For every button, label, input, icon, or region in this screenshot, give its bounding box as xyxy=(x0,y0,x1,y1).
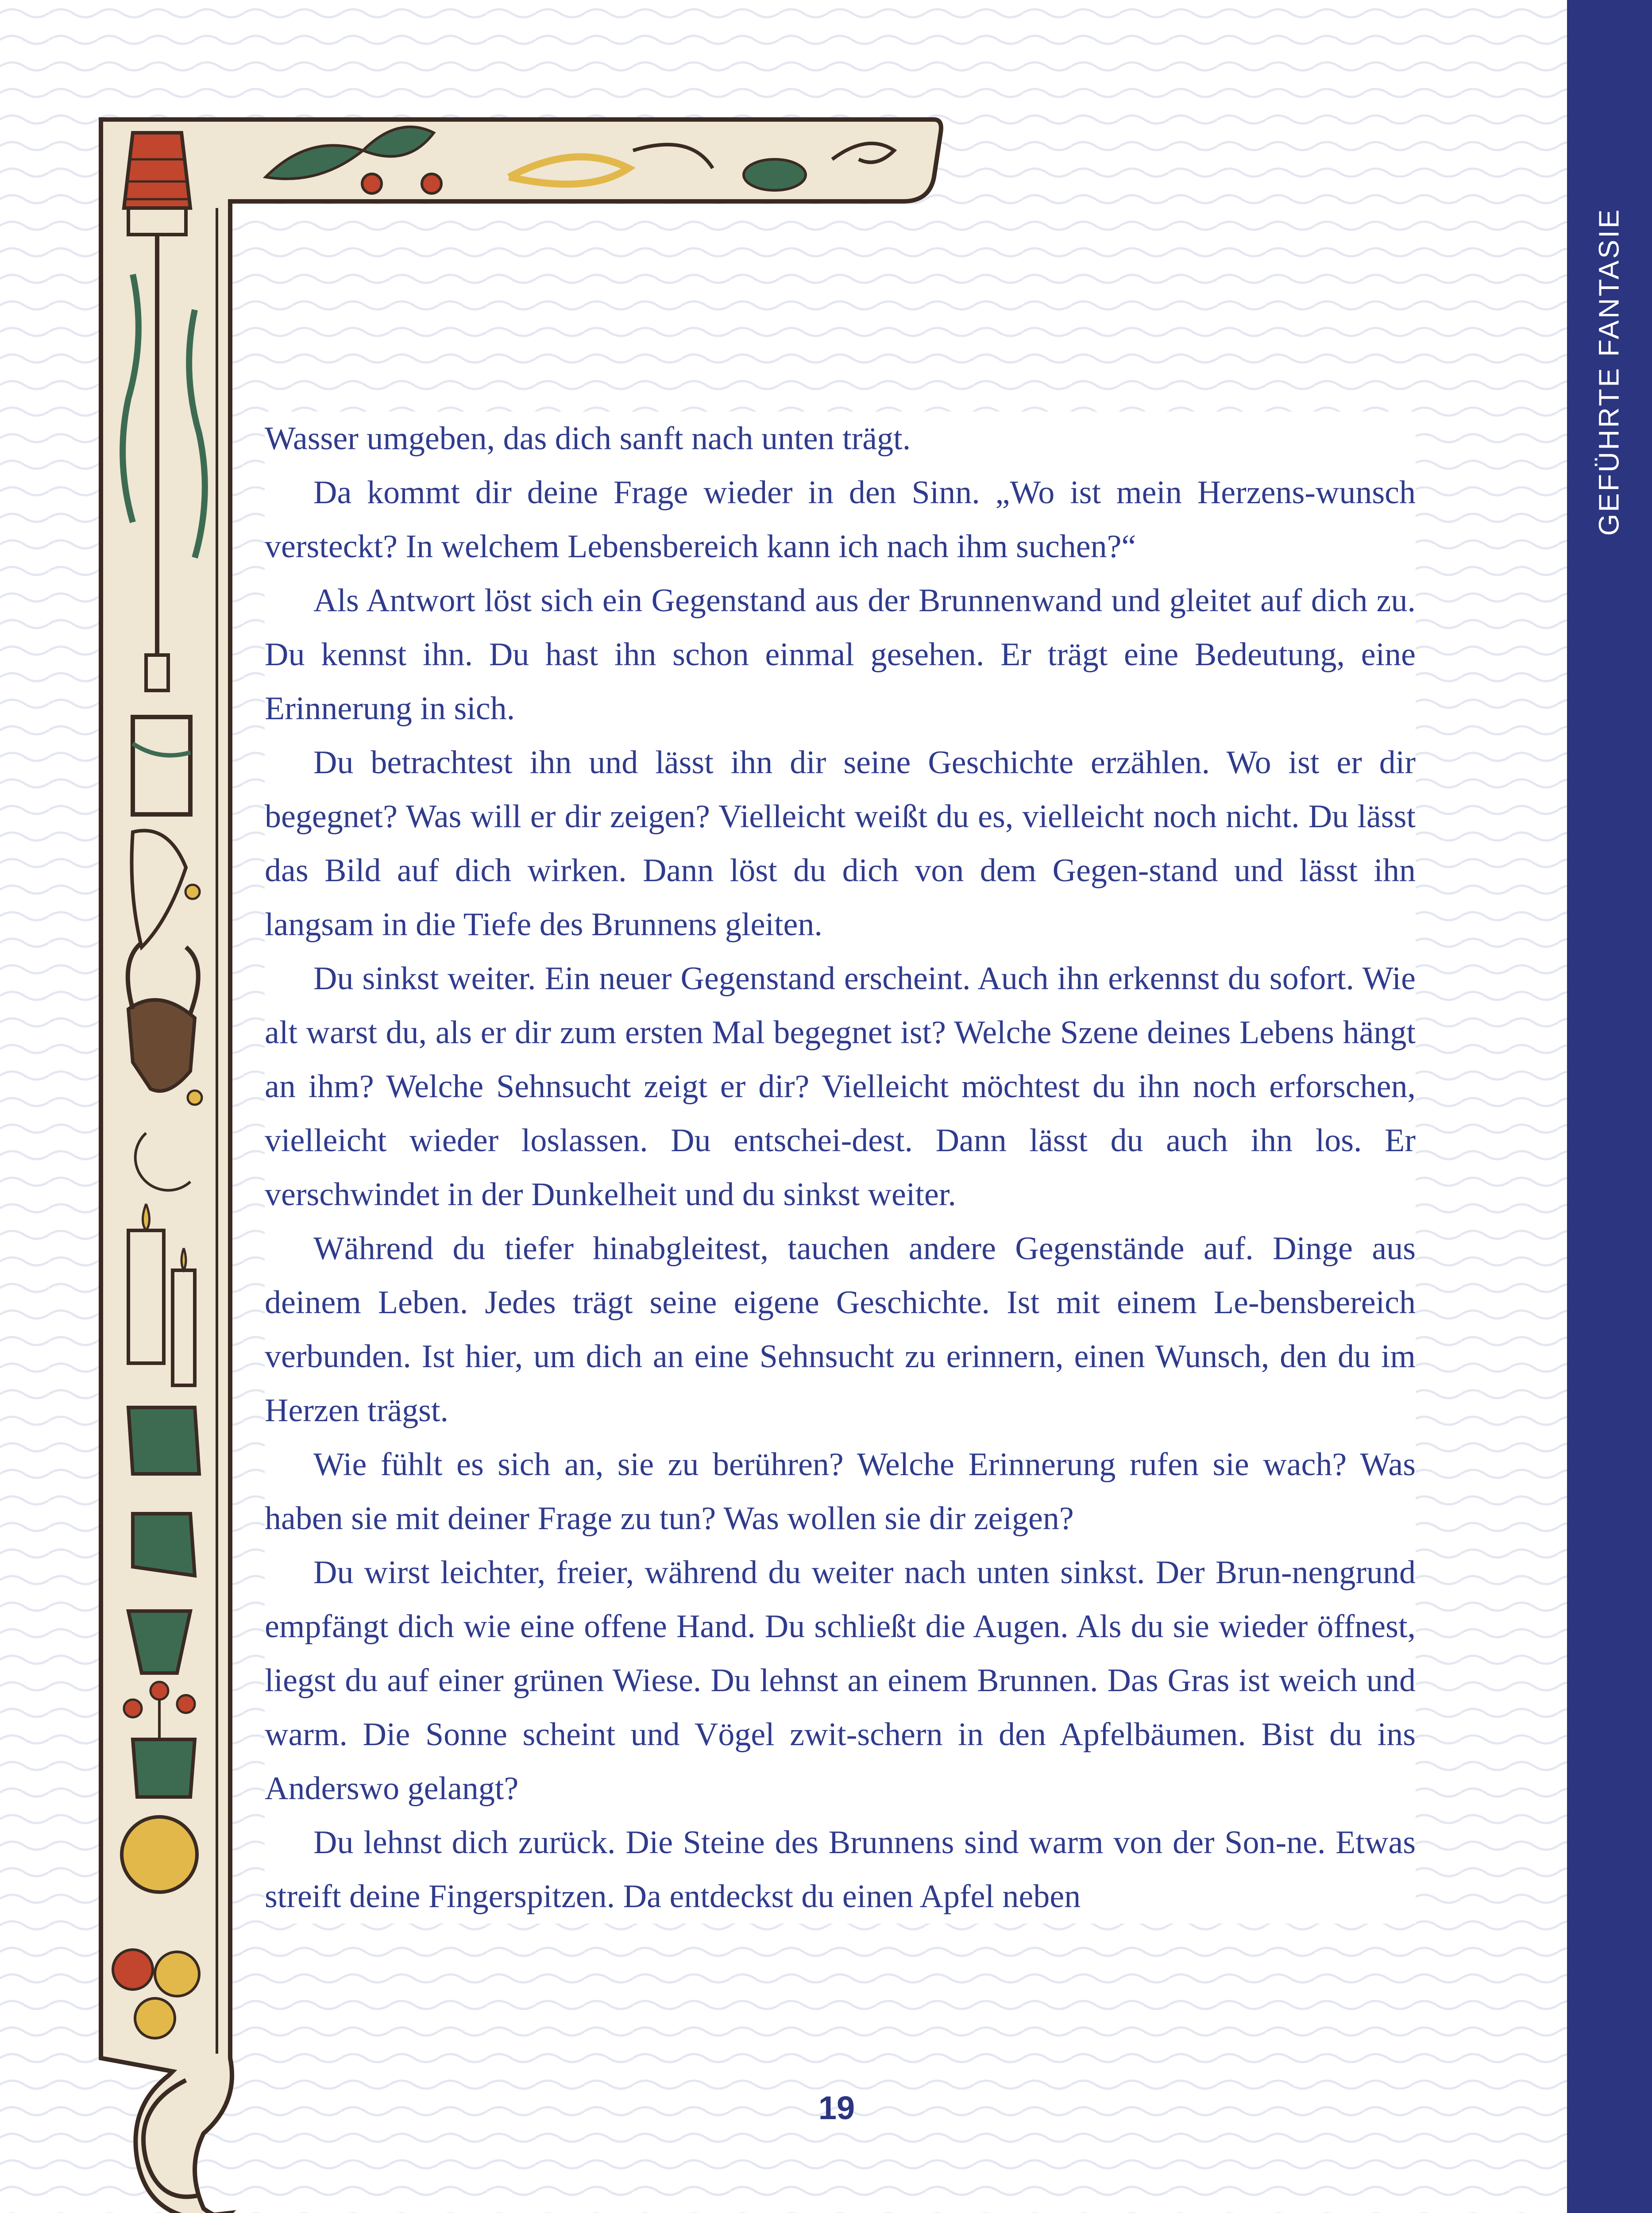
body-text xyxy=(265,412,1416,1924)
paragraph: Da kommt dir deine Frage wieder in den Sinn. „Wo ist mein Herzens-wunsch versteckt? In welchem Lebensbereich kann ich nach ihm suchen?“ xyxy=(265,474,1416,565)
paragraph: Du wirst leichter, freier, während du weiter nach unten sinkst. Der Brun-nengrund empfängt dich wie eine offene Hand. Du schließt die Augen. Als du sie wieder öffnest, liegst du auf einer grünen Wiese. Du lehnst an einem Brunnen. Das Gras ist weich und warm. Die Sonne scheint und Vögel zwit-schern in den Apfelbäumen. Bist du ins Anderswo gelangt? xyxy=(265,1554,1416,1807)
roof-icon xyxy=(124,133,190,208)
gold-dot-icon xyxy=(185,885,200,899)
paragraph: Wie fühlt es sich an, sie zu berühren? Welche Erinnerung rufen sie wach? Was haben sie mit deiner Frage zu tun? Was wollen sie dir zeigen? xyxy=(265,1446,1416,1537)
paragraph: Du lehnst dich zurück. Die Steine des Brunnens sind warm von der Son-ne. Etwas streift deine Fingerspitzen. Da entdeckst du einen Apfel neben xyxy=(265,1824,1416,1915)
side-tab-label-wrap xyxy=(1576,208,1642,536)
paragraph: Während du tiefer hinabgleitest, tauchen andere Gegenstände auf. Dinge aus deinem Leben. Jedes trägt seine eigene Geschichte. Ist mit einem Le-bensbereich verbunden. Ist hier, um dich an eine Sehnsucht zu erinnern, einen Wunsch, den du im Herzen trägst. xyxy=(265,1230,1416,1429)
paragraph: Als Antwort löst sich ein Gegenstand aus der Brunnenwand und gleitet auf dich zu. Du kennst ihn. Du hast ihn schon einmal gesehen. Er trägt eine Bedeutung, eine Erinnerung in sich. xyxy=(265,582,1416,727)
side-tab-label: GEFÜHRTE FANTASIE xyxy=(1593,208,1625,536)
paragraph: Du betrachtest ihn und lässt ihn dir seine Geschichte erzählen. Wo ist er dir begegnet? Was will er dir zeigen? Vielleicht weißt du es, vielleicht noch nicht. Du lässt das Bild auf dich wirken. Dann löst du dich von dem Gegen-stand und lässt ihn langsam in die Tiefe des Brunnens gleiten. xyxy=(265,744,1416,943)
flower-icon xyxy=(124,1682,195,1797)
page-number: 19 xyxy=(818,2090,855,2126)
paragraph: Wasser umgeben, das dich sanft nach unten trägt. xyxy=(265,420,911,457)
paragraph: Du sinkst weiter. Ein neuer Gegenstand erscheint. Auch ihn erkennst du sofort. Wie alt warst du, als er dir zum ersten Mal begegnet ist? Welche Szene deines Lebens hängt an ihm? Welche Sehnsucht zeigt er dir? Vielleicht möchtest du ihn noch erforschen, vielleicht wieder loslassen. Du entschei-dest. Dann lässt du auch ihn los. Er verschwindet in der Dunkelheit und du sinkst weiter. xyxy=(265,960,1416,1213)
